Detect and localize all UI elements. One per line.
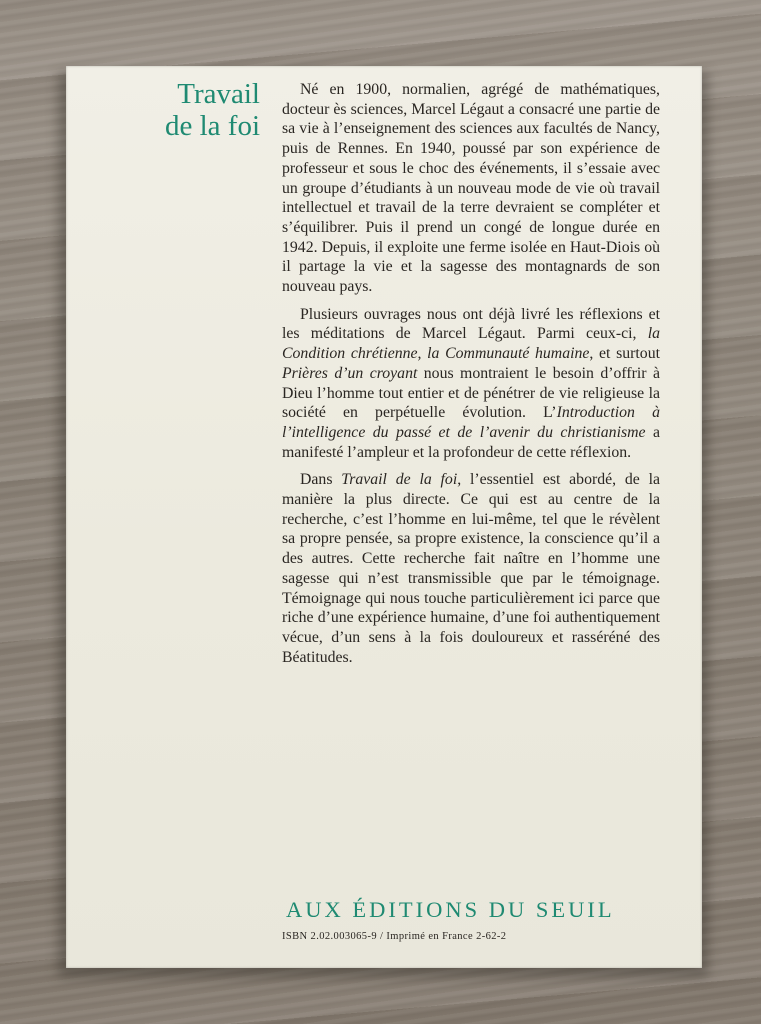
italic-title-segment: la Condition chrétienne, la Communauté humaine: [282, 325, 660, 363]
text-segment: , et surtout: [589, 345, 660, 363]
publisher-name: AUX ÉDITIONS DU SEUIL: [286, 897, 615, 922]
text-segment: nous montraient le besoin d’offrir à Dieu l’homme tout entier et de pénétrer de vie religieuse la société en perpétuelle évolution. L’: [282, 364, 660, 422]
book-title-line1: Travail: [177, 78, 260, 110]
isbn-line: ISBN 2.02.003065-9 / Imprimé en France 2-62-2: [282, 931, 507, 942]
blurb-paragraph: [282, 80, 660, 297]
text-segment: Né en 1900, normalien, agrégé de mathématiques, docteur ès sciences, Marcel Légaut a consacré une partie de sa vie à l’enseignement des sciences aux facultés de Nancy, puis de Rennes. En 1940, poussé par son expérience de professeur et sous le choc des événements, il s’essaie avec un groupe d’étudiants à un nouveau mode de vie où travail intellectuel et travail de la terre devraient se compléter et s’équilibrer. Puis il prend un congé de longue durée en 1942. Depuis, il exploite une ferme isolée en Haut-Diois où il partage la vie et la sagesse des montagnards de son nouveau pays.: [282, 81, 660, 296]
text-segment: Plusieurs ouvrages nous ont déjà livré les réflexions et les méditations de Marcel Légaut. Parmi ceux-ci,: [282, 305, 660, 343]
italic-title-segment: Prières d’un croyant: [282, 364, 418, 382]
text-segment: , l’essentiel est abordé, de la manière la plus directe. Ce qui est au centre de la recherche, c’est l’homme en lui-même, tel que le révèlent sa propre pensée, sa propre existence, la conscience qu’il a des autres. Cette recherche fait naître en l’homme une sagesse qui n’est transmissible que par le témoignage. Témoignage qui nous touche particulièrement ici parce que riche d’une expérience humaine, d’une foi authentiquement vécue, d’un sens à la fois douloureux et rasséréné des Béatitudes.: [282, 471, 661, 666]
blurb-text: [282, 80, 660, 675]
italic-title-segment: Travail de la foi: [341, 471, 458, 489]
text-segment: Dans: [300, 471, 342, 489]
italic-title-segment: Introduction à l’intelligence du passé et de l’avenir du christianisme: [282, 404, 660, 441]
blurb-paragraph: [282, 305, 660, 463]
blurb-paragraph: [282, 470, 660, 667]
book-title-line2: de la foi: [164, 110, 260, 142]
book-title: [96, 78, 260, 142]
text-segment: a manifesté l’ampleur et la profondeur de cette réflexion.: [282, 423, 660, 461]
